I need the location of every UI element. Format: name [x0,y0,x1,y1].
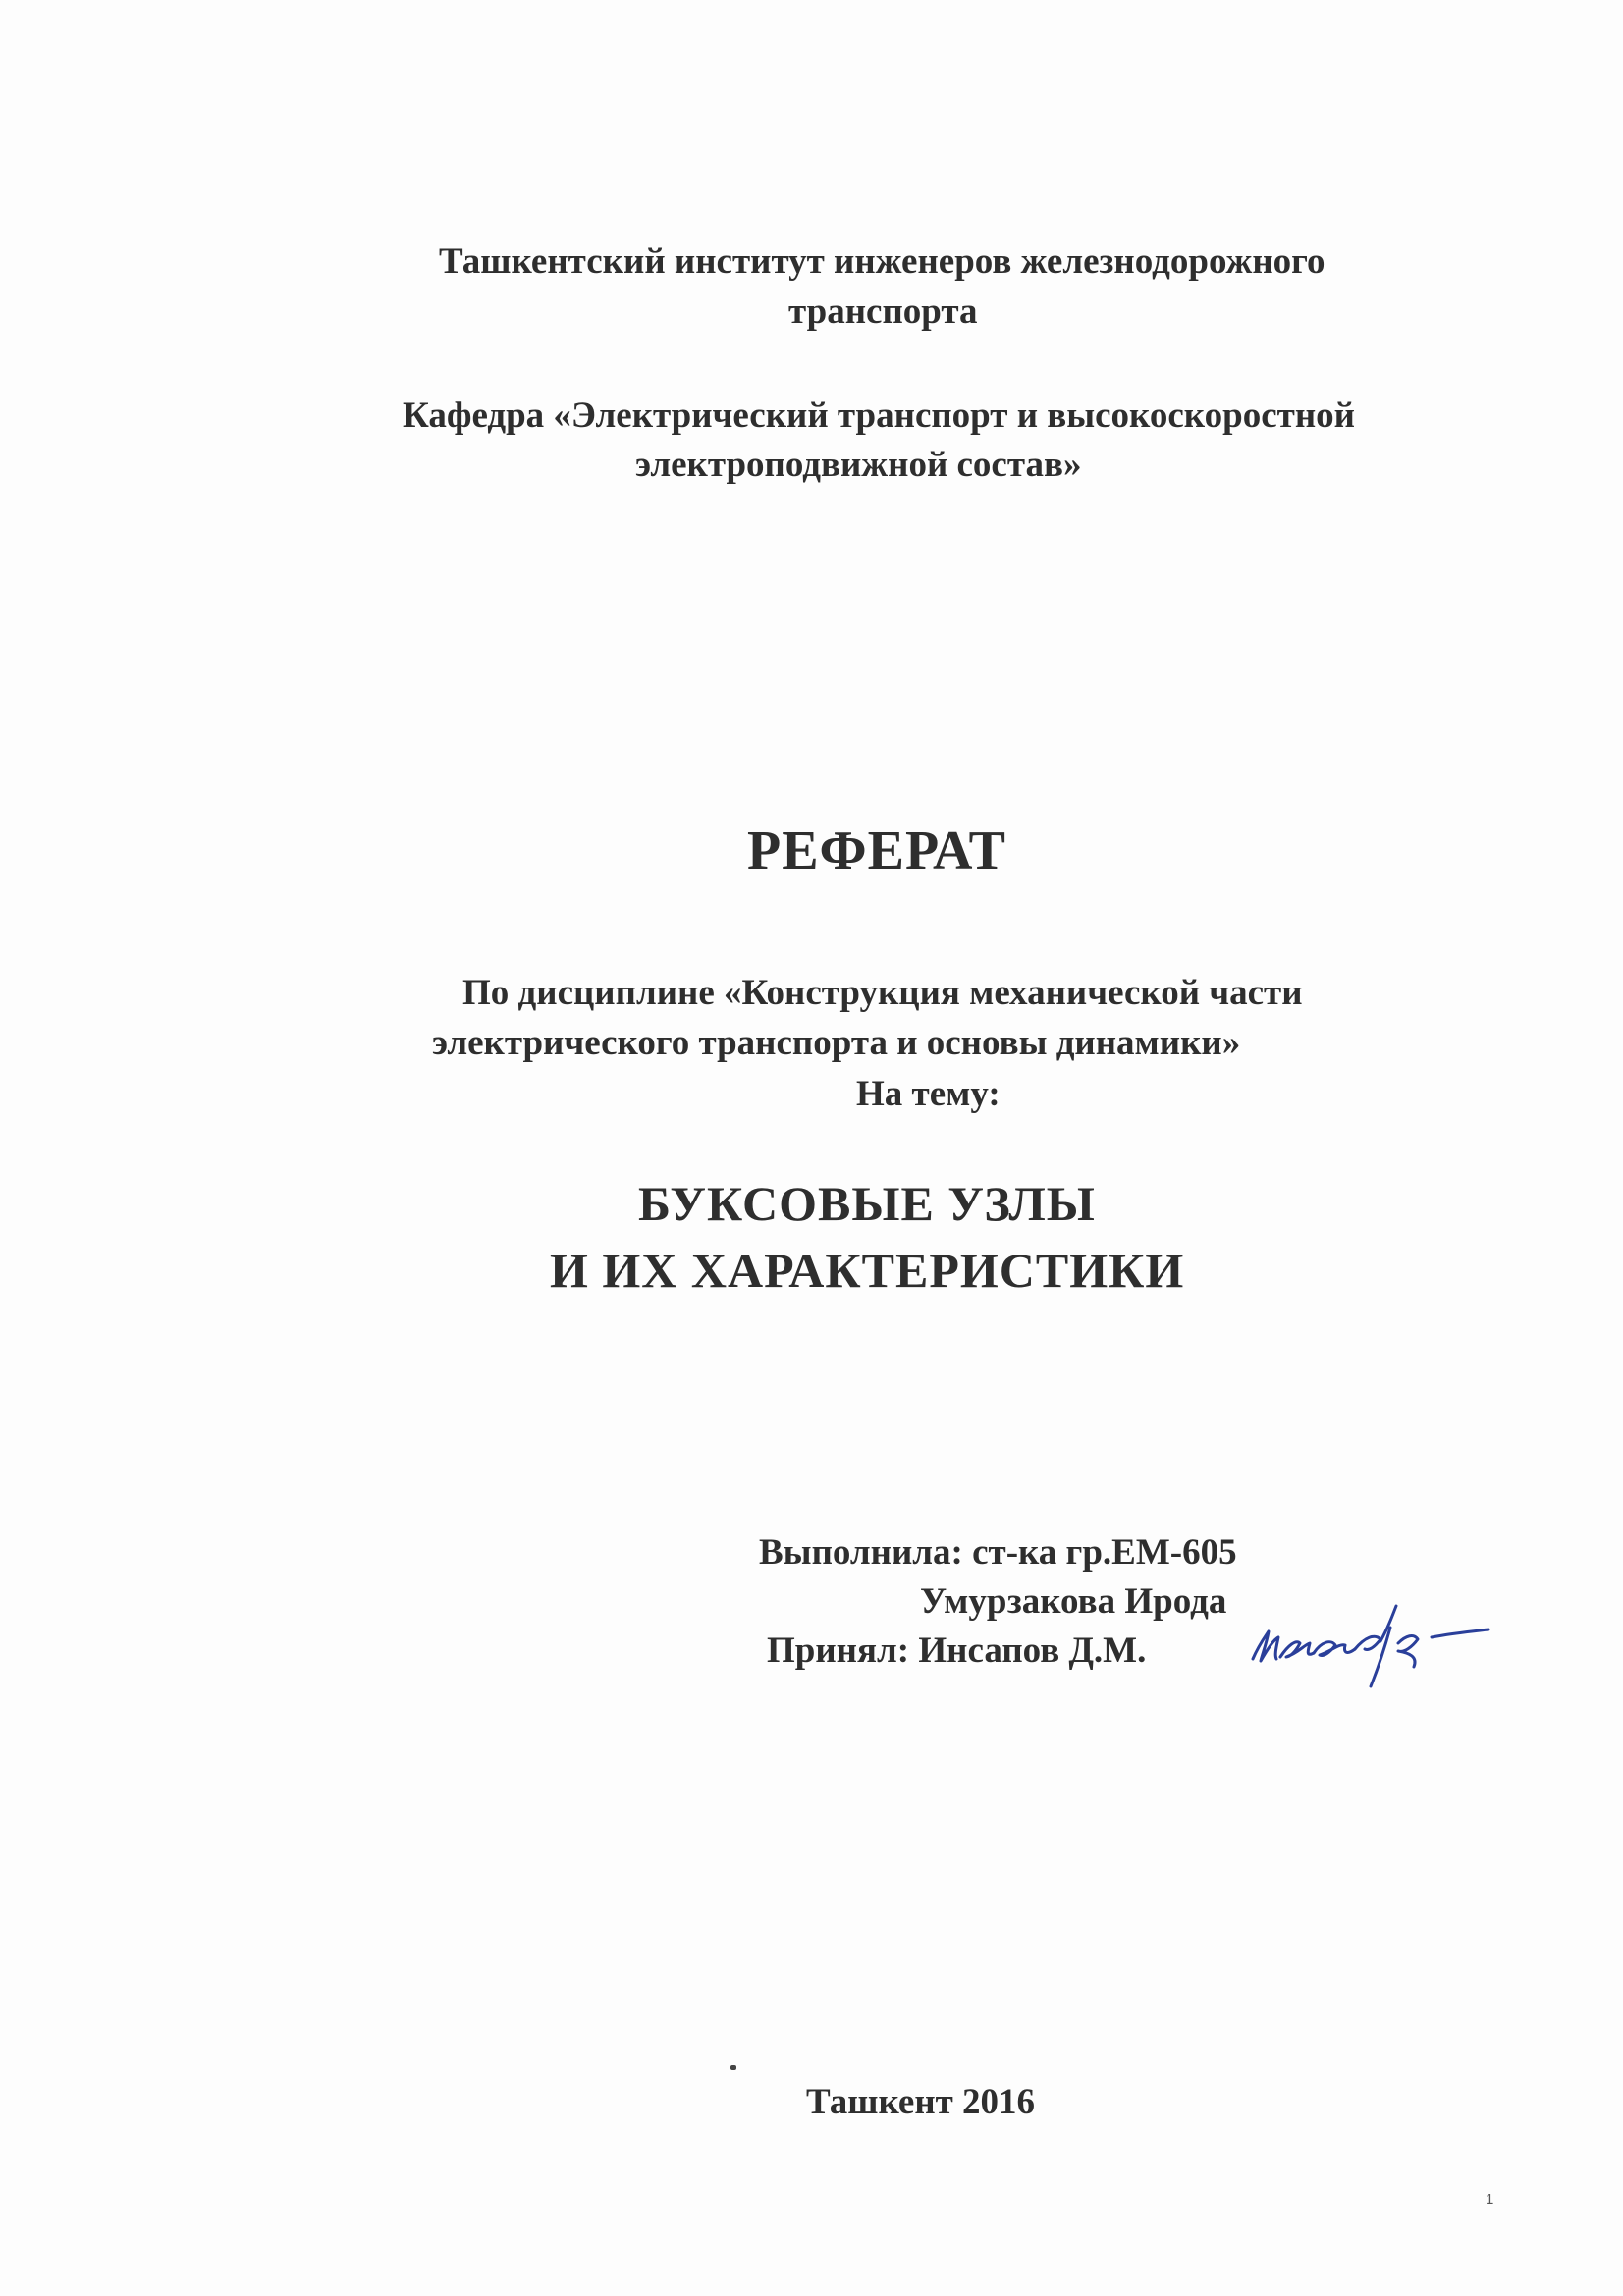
document-type-title: РЕФЕРАТ [747,821,1006,881]
topic-title-line-2: И ИХ ХАРАКТЕРИСТИКИ [550,1243,1185,1298]
accepted-by: Принял: Инсапов Д.М. [767,1630,1147,1671]
page-number: 1 [1486,2191,1494,2208]
performed-by: Выполнила: ст-ка гр.ЕМ-605 [759,1532,1237,1573]
institute-line-2: транспорта [788,292,978,332]
topic-intro: На тему: [856,1074,1001,1114]
handwritten-signature [1245,1588,1490,1696]
discipline-line-2: электрического транспорта и основы динамики» [432,1023,1241,1063]
department-line-2: электроподвижной состав» [635,445,1082,485]
discipline-line-1: По дисциплине «Конструкция механической части [462,973,1303,1013]
scan-speck [730,2065,736,2070]
department-line-1: Кафедра «Электрический транспорт и высокоскоростной [403,396,1355,436]
student-name: Умурзакова Ирода [920,1581,1227,1622]
topic-title-line-1: БУКСОВЫЕ УЗЛЫ [638,1176,1096,1231]
institute-line-1: Ташкентский институт инженеров железнодорожного [439,241,1325,282]
city-year: Ташкент 2016 [806,2082,1036,2122]
